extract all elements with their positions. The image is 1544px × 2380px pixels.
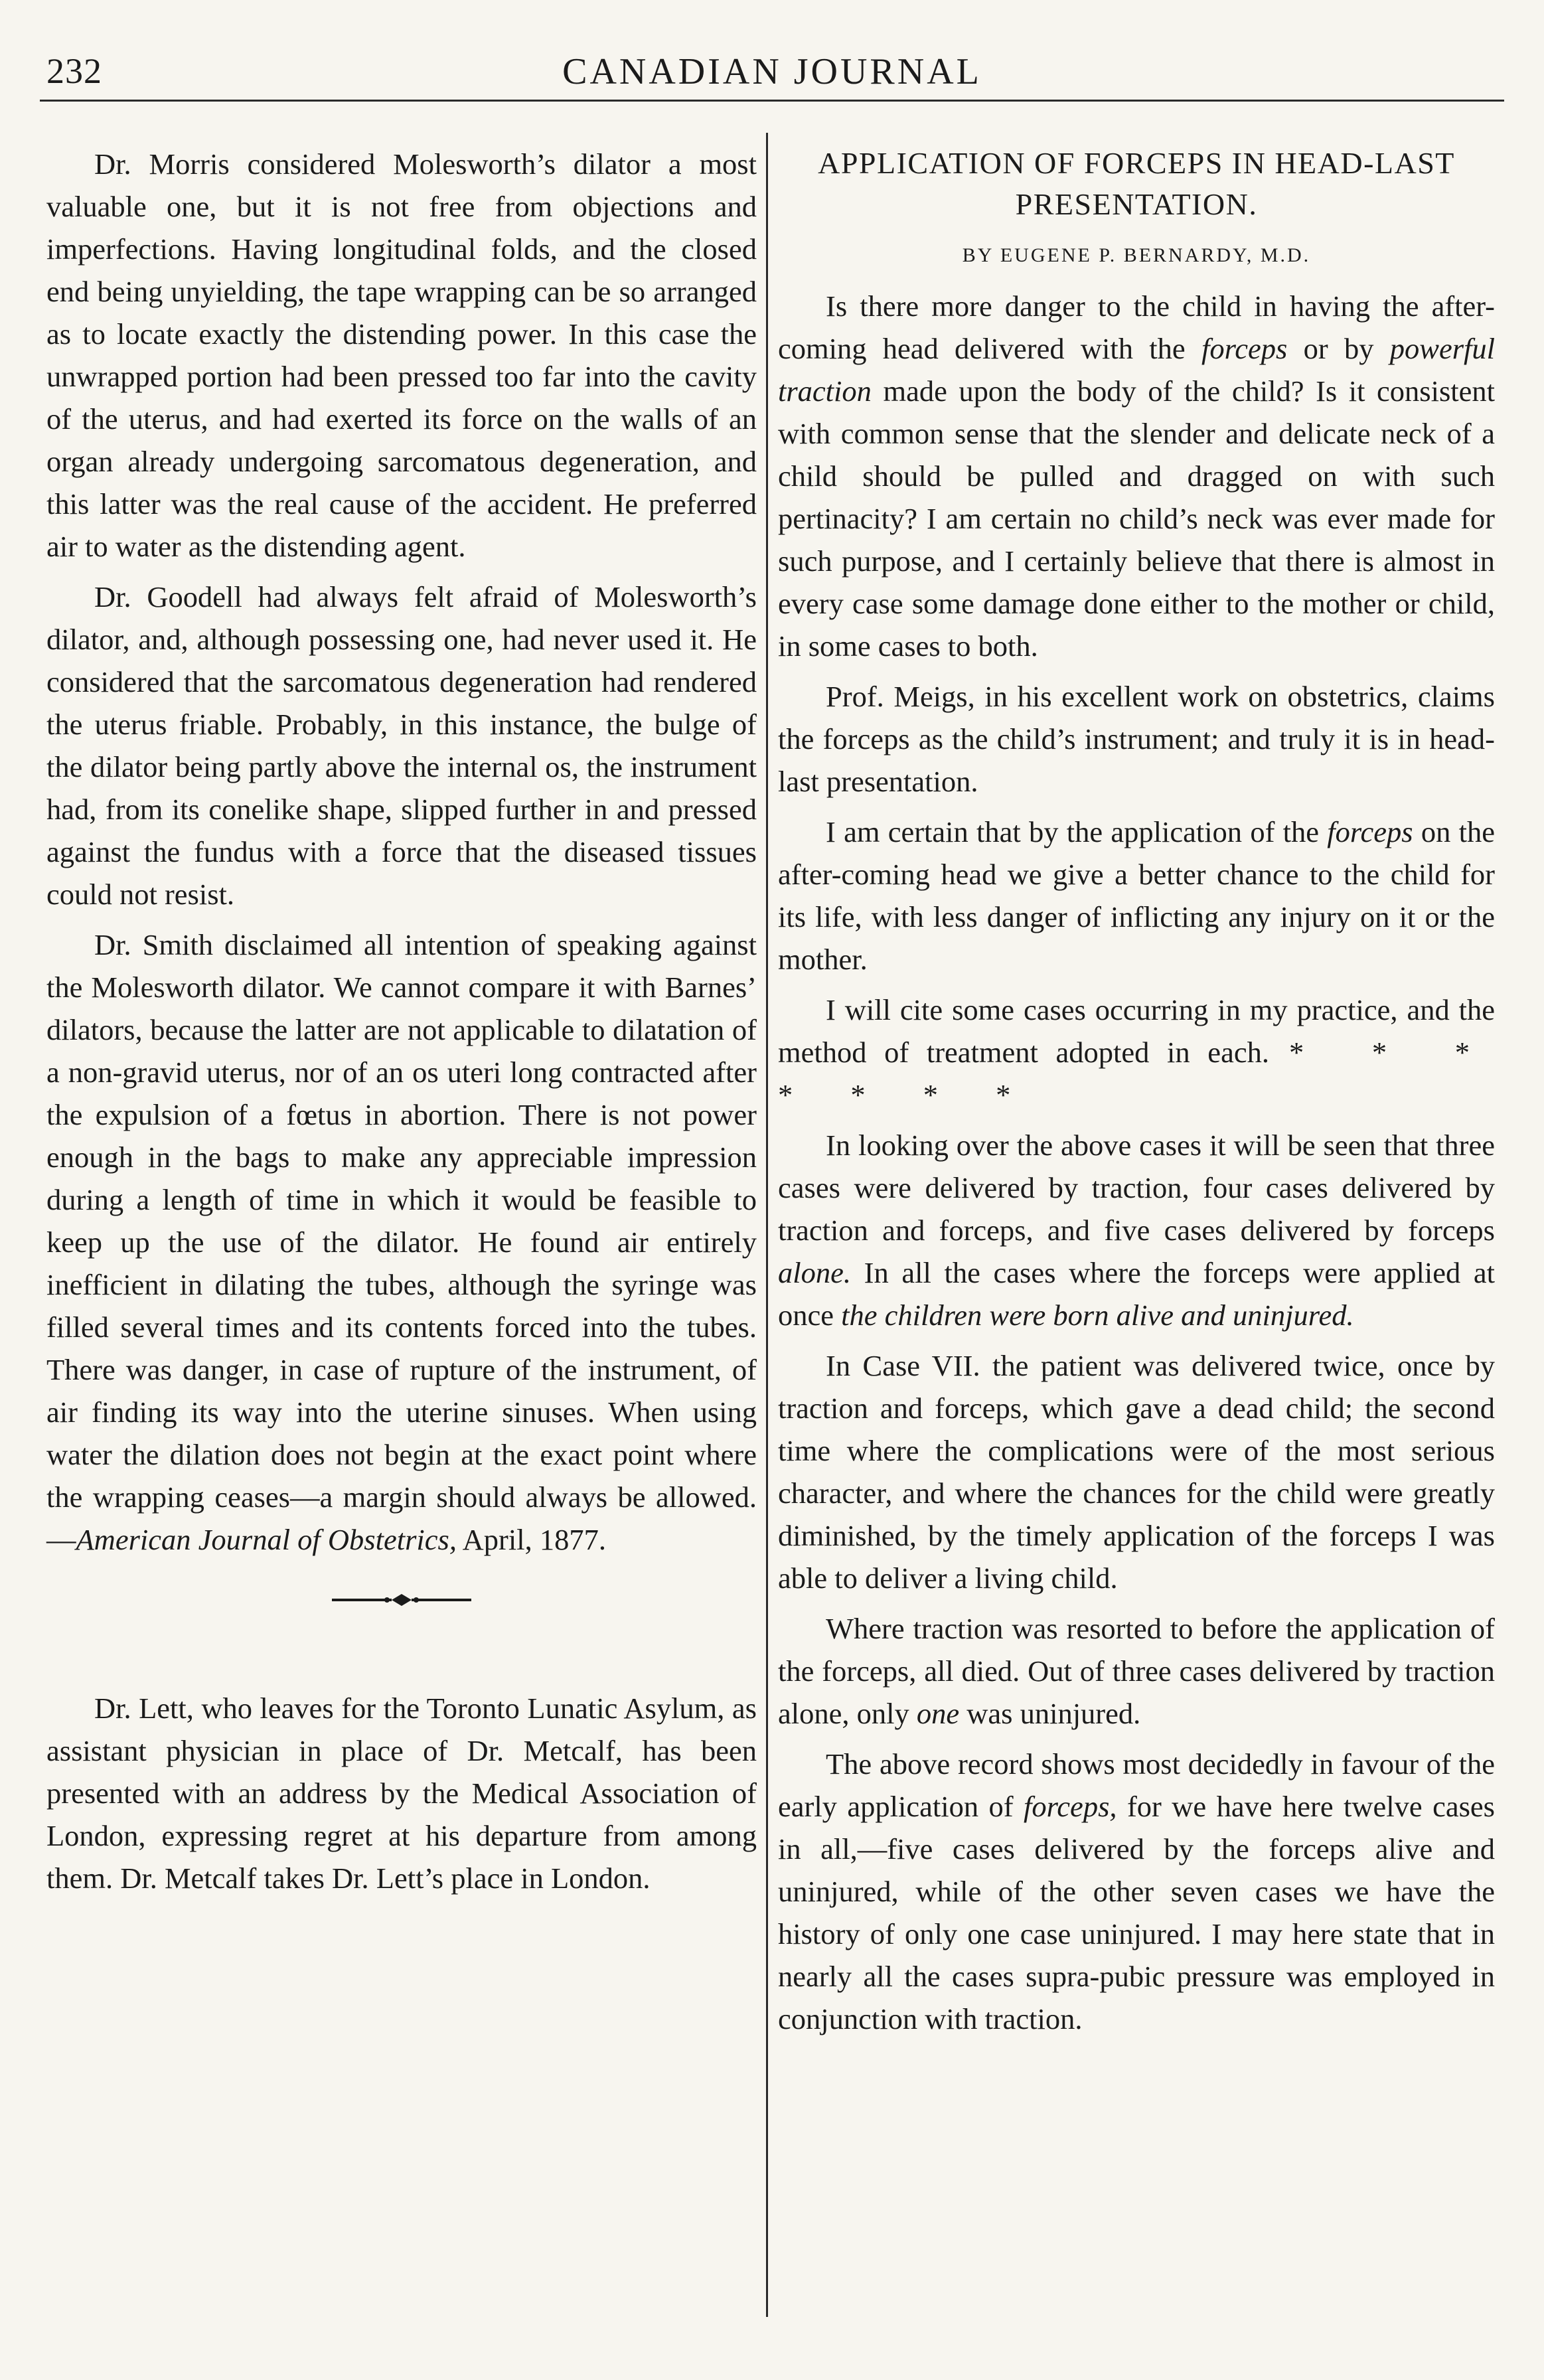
paragraph-goodell: Dr. Goodell had always felt afraid of Molesworth’s dilator, and, although possessing one, had never used it. He considered that the sarcomatous degeneration had rendered the uterus friable. Probably, in this instance, the bulge of the dilator being partly above the internal os, the instrument had, from its conelike shape, slipped further in and pressed against the fundus with a force that the diseased tissues could not resist.	[46, 580, 757, 911]
looking-emphasis-children: the children were born alive and uninjured.	[841, 1299, 1354, 1332]
running-head	[40, 46, 1504, 102]
section-divider-ornament	[329, 1593, 475, 1607]
left-column	[46, 143, 757, 1907]
source-date: April, 1877.	[456, 1523, 606, 1556]
paragraph-intro	[778, 285, 1495, 667]
traction-text-a: Where traction was resorted to before the application of the forceps, all died. Out of three cases delivered by traction alone, only	[778, 1612, 1495, 1730]
intro-text-a: Is there more danger to the child in having the after-coming head delivered with the	[778, 289, 1495, 365]
intro-text-b: or by	[1287, 332, 1390, 365]
looking-text-b: In all the cases where the forceps were applied at once	[778, 1256, 1495, 1332]
ornament-icon	[329, 1593, 475, 1607]
asterisks: * * * * * * *	[778, 1036, 1496, 1111]
column-rule	[766, 133, 768, 2317]
paragraph-traction	[778, 1607, 1495, 1735]
article-title: APPLICATION OF FORCEPS IN HEAD-LAST PRESENTATION.	[818, 146, 1455, 221]
smith-text: Dr. Smith disclaimed all intention of speaking against the Molesworth dilator. We cannot compare it with Barnes’ dilators, because the latter are not applicable to dilatation of a non-gravid uterus, nor of an os uteri long contracted after the expulsion of a fœtus in abortion. There is not power enough in the bags to make any appreciable impression during a length of time in which it would be feasible to keep up the use of the dilator. He found air entirely inefficient in dilating the tubes, although the syringe was filled several times and its contents forced into the tubes. There was danger, in case of rupture of the instrument, of air finding its way into the uterine sinuses. When using water the dilation does not begin at the exact point where the wrapping ceases—a margin should always be allowed.—	[46, 928, 757, 1556]
certain-text-b: on the after-coming head we give a better chance to the child for its life, with less danger of inflicting any injury on it or the mother.	[778, 815, 1495, 976]
paragraph-looking-over	[778, 1124, 1495, 1336]
paragraph-certain	[778, 811, 1495, 981]
traction-emphasis-one: one	[916, 1697, 960, 1730]
traction-text-b: was uninjured.	[959, 1697, 1141, 1730]
record-emphasis-forceps: forceps,	[1024, 1790, 1117, 1823]
certain-emphasis: forceps	[1327, 815, 1413, 848]
intro-emphasis-traction: powerful traction	[778, 332, 1495, 408]
journal-title: CANADIAN JOURNAL	[562, 51, 982, 92]
paragraph-morris: Dr. Morris considered Molesworth’s dilator a most valuable one, but it is not free from objections and imperfections. Having longitudinal folds, and the closed end being unyielding, the tape wrapping can be so arranged as to locate exactly the distending power. In this case the unwrapped portion had been pressed too far into the cavity of the uterus, and had exerted its force on the walls of an organ already undergoing sarcomatous degeneration, and this latter was the real cause of the accident. He preferred air to water as the distending agent.	[46, 147, 757, 563]
cases-text: I will cite some cases occurring in my practice, and the method of treatment adopted in each.	[778, 993, 1495, 1069]
paragraph-smith	[46, 923, 757, 1561]
right-column	[778, 143, 1495, 2048]
looking-text-a: In looking over the above cases it will be seen that three cases were delivered by traction, four cases delivered by traction and forceps, and five cases delivered by forceps	[778, 1129, 1495, 1247]
certain-text-a: I am certain that by the application of the	[826, 815, 1328, 848]
record-text-a: The above record shows most decidedly in favour of the early application of	[778, 1747, 1495, 1823]
paragraph-record	[778, 1743, 1495, 2040]
article-byline: BY EUGENE P. BERNARDY, M.D.	[962, 244, 1311, 266]
intro-text-c: made upon the body of the child? Is it consistent with common sense that the slender and delicate neck of a child should be pulled and dragged on with such pertinacity? I am certain no child’s neck was ever made for such purpose, and I certainly believe that there is almost in every case some damage done either to the mother or child, in some cases to both.	[778, 374, 1495, 663]
source-citation: American Journal of Obstetrics,	[76, 1523, 457, 1556]
page-number: 232	[46, 51, 102, 91]
paragraph-cases	[778, 989, 1495, 1116]
paragraph-lett: Dr. Lett, who leaves for the Toronto Lunatic Asylum, as assistant physician in place of Dr. Metcalf, has been presented with an address by the Medical Association of London, expressing regret at his departure from among them. Dr. Metcalf takes Dr. Lett’s place in London.	[46, 1692, 757, 1895]
paragraph-case-vii: In Case VII. the patient was delivered twice, once by traction and forceps, which gave a dead child; the second time where the complications were of the most serious character, and where the chances for the child were greatly diminished, by the timely application of the forceps I was able to deliver a living child.	[778, 1349, 1495, 1595]
looking-emphasis-alone: alone.	[778, 1256, 851, 1289]
intro-emphasis-forceps: forceps	[1201, 332, 1288, 365]
record-text-b: for we have here twelve cases in all,—five cases delivered by the forceps alive and uninjured, while of the other seven cases we have the history of only one case uninjured. I may here state that in nearly all the cases supra-pubic pressure was employed in conjunction with traction.	[778, 1790, 1495, 2035]
paragraph-meigs: Prof. Meigs, in his excellent work on obstetrics, claims the forceps as the child’s instrument; and truly it is in head-last presentation.	[778, 680, 1495, 798]
